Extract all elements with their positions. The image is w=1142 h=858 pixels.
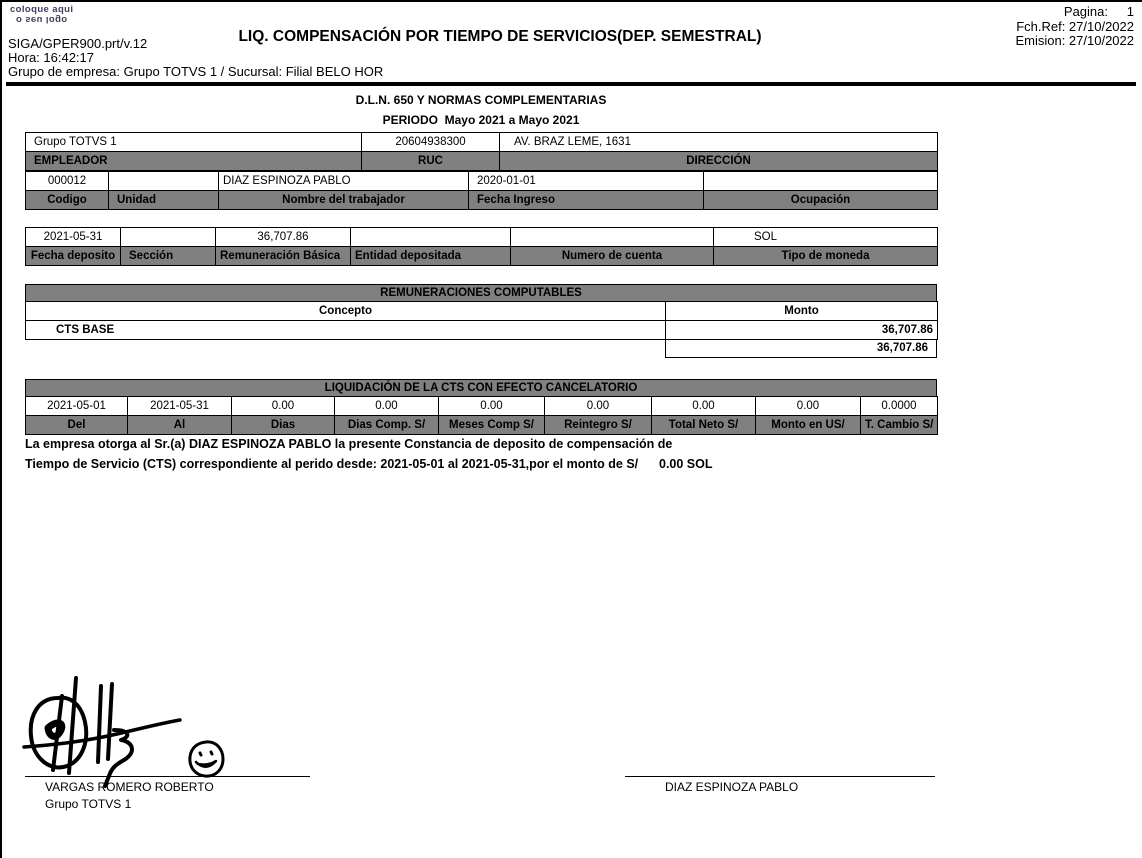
monto-value-cell: 36,707.86 <box>666 321 938 340</box>
numero-cuenta-value-cell <box>511 228 714 247</box>
remuneraciones-total-cell: 36,707.86 <box>665 339 937 358</box>
ocupacion-value-cell <box>704 172 938 191</box>
entidad-depositada-header-cell: Entidad depositada <box>351 247 511 266</box>
smiley-right-eye <box>211 752 212 754</box>
remuneraciones-table <box>25 301 938 340</box>
codigo-header-cell: Codigo <box>26 191 109 210</box>
fecha-deposito-header-cell: Fecha deposito <box>26 247 121 266</box>
constancia-line1: La empresa otorga al Sr.(a) DIAZ ESPINOZA PABLO la presente Constancia de deposito de compensación de <box>25 437 673 451</box>
trabajador-table <box>25 171 938 210</box>
left-signer-company: Grupo TOTVS 1 <box>45 797 132 811</box>
right-signer-name: DIAZ ESPINOZA PABLO <box>665 780 799 794</box>
trabajador-values-row <box>26 172 938 191</box>
page-number-value: 1 <box>1126 4 1134 19</box>
monto-us-header-cell: Monto en US/ <box>756 416 861 435</box>
total-neto-value-cell: 0.00 <box>652 397 756 416</box>
al-value-cell: 2021-05-31 <box>128 397 232 416</box>
signature-blob <box>48 723 62 736</box>
concepto-value-cell: CTS BASE <box>26 321 666 340</box>
header-divider-rule <box>6 82 1136 86</box>
document-title: LIQ. COMPENSACIÓN POR TIEMPO DE SERVICIOS(DEP. SEMESTRAL) <box>238 28 762 45</box>
liquidacion-title-bar: LIQUIDACIÓN DE LA CTS CON EFECTO CANCELATORIO <box>25 379 937 397</box>
fecha-deposito-value-cell: 2021-05-31 <box>26 228 121 247</box>
page-top-border <box>0 0 1142 2</box>
ruc-header-cell: RUC <box>362 152 500 171</box>
left-signer-name: VARGAS ROMERO ROBERTO <box>45 780 214 794</box>
total-neto-header-cell: Total Neto S/ <box>652 416 756 435</box>
constancia-line2: Tiempo de Servicio (CTS) correspondiente al perido desde: 2021-05-01 al 2021-05-31,por el monto de S/ 0.00 SOL <box>25 457 713 471</box>
direccion-header-cell: DIRECCIÓN <box>500 152 938 171</box>
liquidacion-values-row <box>26 397 938 416</box>
deposito-header-row <box>26 247 938 266</box>
logo-line2-mirrored: o seu logo <box>16 14 68 25</box>
liquidacion-table <box>25 396 938 435</box>
remuneracion-basica-value-cell: 36,707.86 <box>216 228 351 247</box>
signature-stroke <box>108 684 112 759</box>
unidad-value-cell <box>109 172 219 191</box>
del-value-cell: 2021-05-01 <box>26 397 128 416</box>
direccion-value-cell: AV. BRAZ LEME, 1631 <box>500 133 938 152</box>
monto-header-cell: Monto <box>666 302 938 321</box>
page-number <box>944 5 1134 20</box>
trabajador-header-row <box>26 191 938 210</box>
empleador-table <box>25 132 938 171</box>
placeholder-logo <box>10 5 73 24</box>
tipo-moneda-value-cell: SOL <box>714 228 938 247</box>
dias-header-cell: Dias <box>232 416 335 435</box>
remuneraciones-header-row <box>26 302 938 321</box>
remuneraciones-data-row <box>26 321 938 340</box>
empleador-values-row <box>26 133 938 152</box>
entidad-depositada-value-cell <box>351 228 511 247</box>
codigo-value-cell: 000012 <box>26 172 109 191</box>
header-right-block <box>944 5 1134 49</box>
report-time: Hora: 16:42:17 <box>8 50 95 65</box>
unidad-header-cell: Unidad <box>109 191 219 210</box>
nombre-header-cell: Nombre del trabajador <box>219 191 469 210</box>
ocupacion-header-cell: Ocupación <box>704 191 938 210</box>
logo-line1: coloque aqui <box>10 4 74 15</box>
ruc-value-cell: 20604938300 <box>362 133 500 152</box>
seccion-header-cell: Sección <box>121 247 216 266</box>
meses-comp-header-cell: Meses Comp S/ <box>439 416 545 435</box>
report-id: SIGA/GPER900.prt/v.12 <box>8 36 148 51</box>
liquidacion-header-row <box>26 416 938 435</box>
legal-norm-subtitle: D.L.N. 650 Y NORMAS COMPLEMENTARIAS <box>355 93 607 107</box>
smiley-left-eye <box>200 753 201 755</box>
concepto-header-cell: Concepto <box>26 302 666 321</box>
page-number-label: Pagina: <box>1063 4 1108 19</box>
al-header-cell: Al <box>128 416 232 435</box>
smiley-mouth <box>196 761 216 767</box>
remuneraciones-section <box>25 284 937 358</box>
reference-date: Fch.Ref: 27/10/2022 <box>1016 18 1134 34</box>
deposito-values-row <box>26 228 938 247</box>
fecha-ingreso-value-cell: 2020-01-01 <box>469 172 704 191</box>
seccion-value-cell <box>121 228 216 247</box>
deposito-table <box>25 227 938 266</box>
dias-value-cell: 0.00 <box>232 397 335 416</box>
emission-date: Emision: 27/10/2022 <box>1015 33 1134 48</box>
tipo-moneda-header-cell: Tipo de moneda <box>714 247 938 266</box>
empleador-header-row <box>26 152 938 171</box>
page-left-border <box>0 0 2 858</box>
t-cambio-header-cell: T. Cambio S/ <box>861 416 938 435</box>
del-header-cell: Del <box>26 416 128 435</box>
t-cambio-value-cell: 0.0000 <box>861 397 938 416</box>
right-signature-line <box>625 776 935 777</box>
dias-comp-header-cell: Dias Comp. S/ <box>335 416 439 435</box>
smiley-face-circle <box>190 742 223 776</box>
company-branch-line: Grupo de empresa: Grupo TOTVS 1 / Sucursal: Filial BELO HOR <box>8 64 384 79</box>
nombre-value-cell: DIAZ ESPINOZA PABLO <box>219 172 469 191</box>
liquidacion-section <box>25 379 937 435</box>
monto-us-value-cell: 0.00 <box>756 397 861 416</box>
signature-stroke <box>98 686 101 762</box>
empleador-header-cell: EMPLEADOR <box>26 152 362 171</box>
remuneraciones-title-bar: REMUNERACIONES COMPUTABLES <box>25 284 937 302</box>
fecha-ingreso-header-cell: Fecha Ingreso <box>469 191 704 210</box>
meses-comp-value-cell: 0.00 <box>439 397 545 416</box>
reintegro-header-cell: Reintegro S/ <box>545 416 652 435</box>
numero-cuenta-header-cell: Numero de cuenta <box>511 247 714 266</box>
remuneracion-basica-header-cell: Remuneración Básica <box>216 247 351 266</box>
reintegro-value-cell: 0.00 <box>545 397 652 416</box>
period-subtitle: PERIODO Mayo 2021 a Mayo 2021 <box>382 113 580 127</box>
dias-comp-value-cell: 0.00 <box>335 397 439 416</box>
empleador-value-cell: Grupo TOTVS 1 <box>26 133 362 152</box>
handwritten-signature <box>22 670 322 790</box>
